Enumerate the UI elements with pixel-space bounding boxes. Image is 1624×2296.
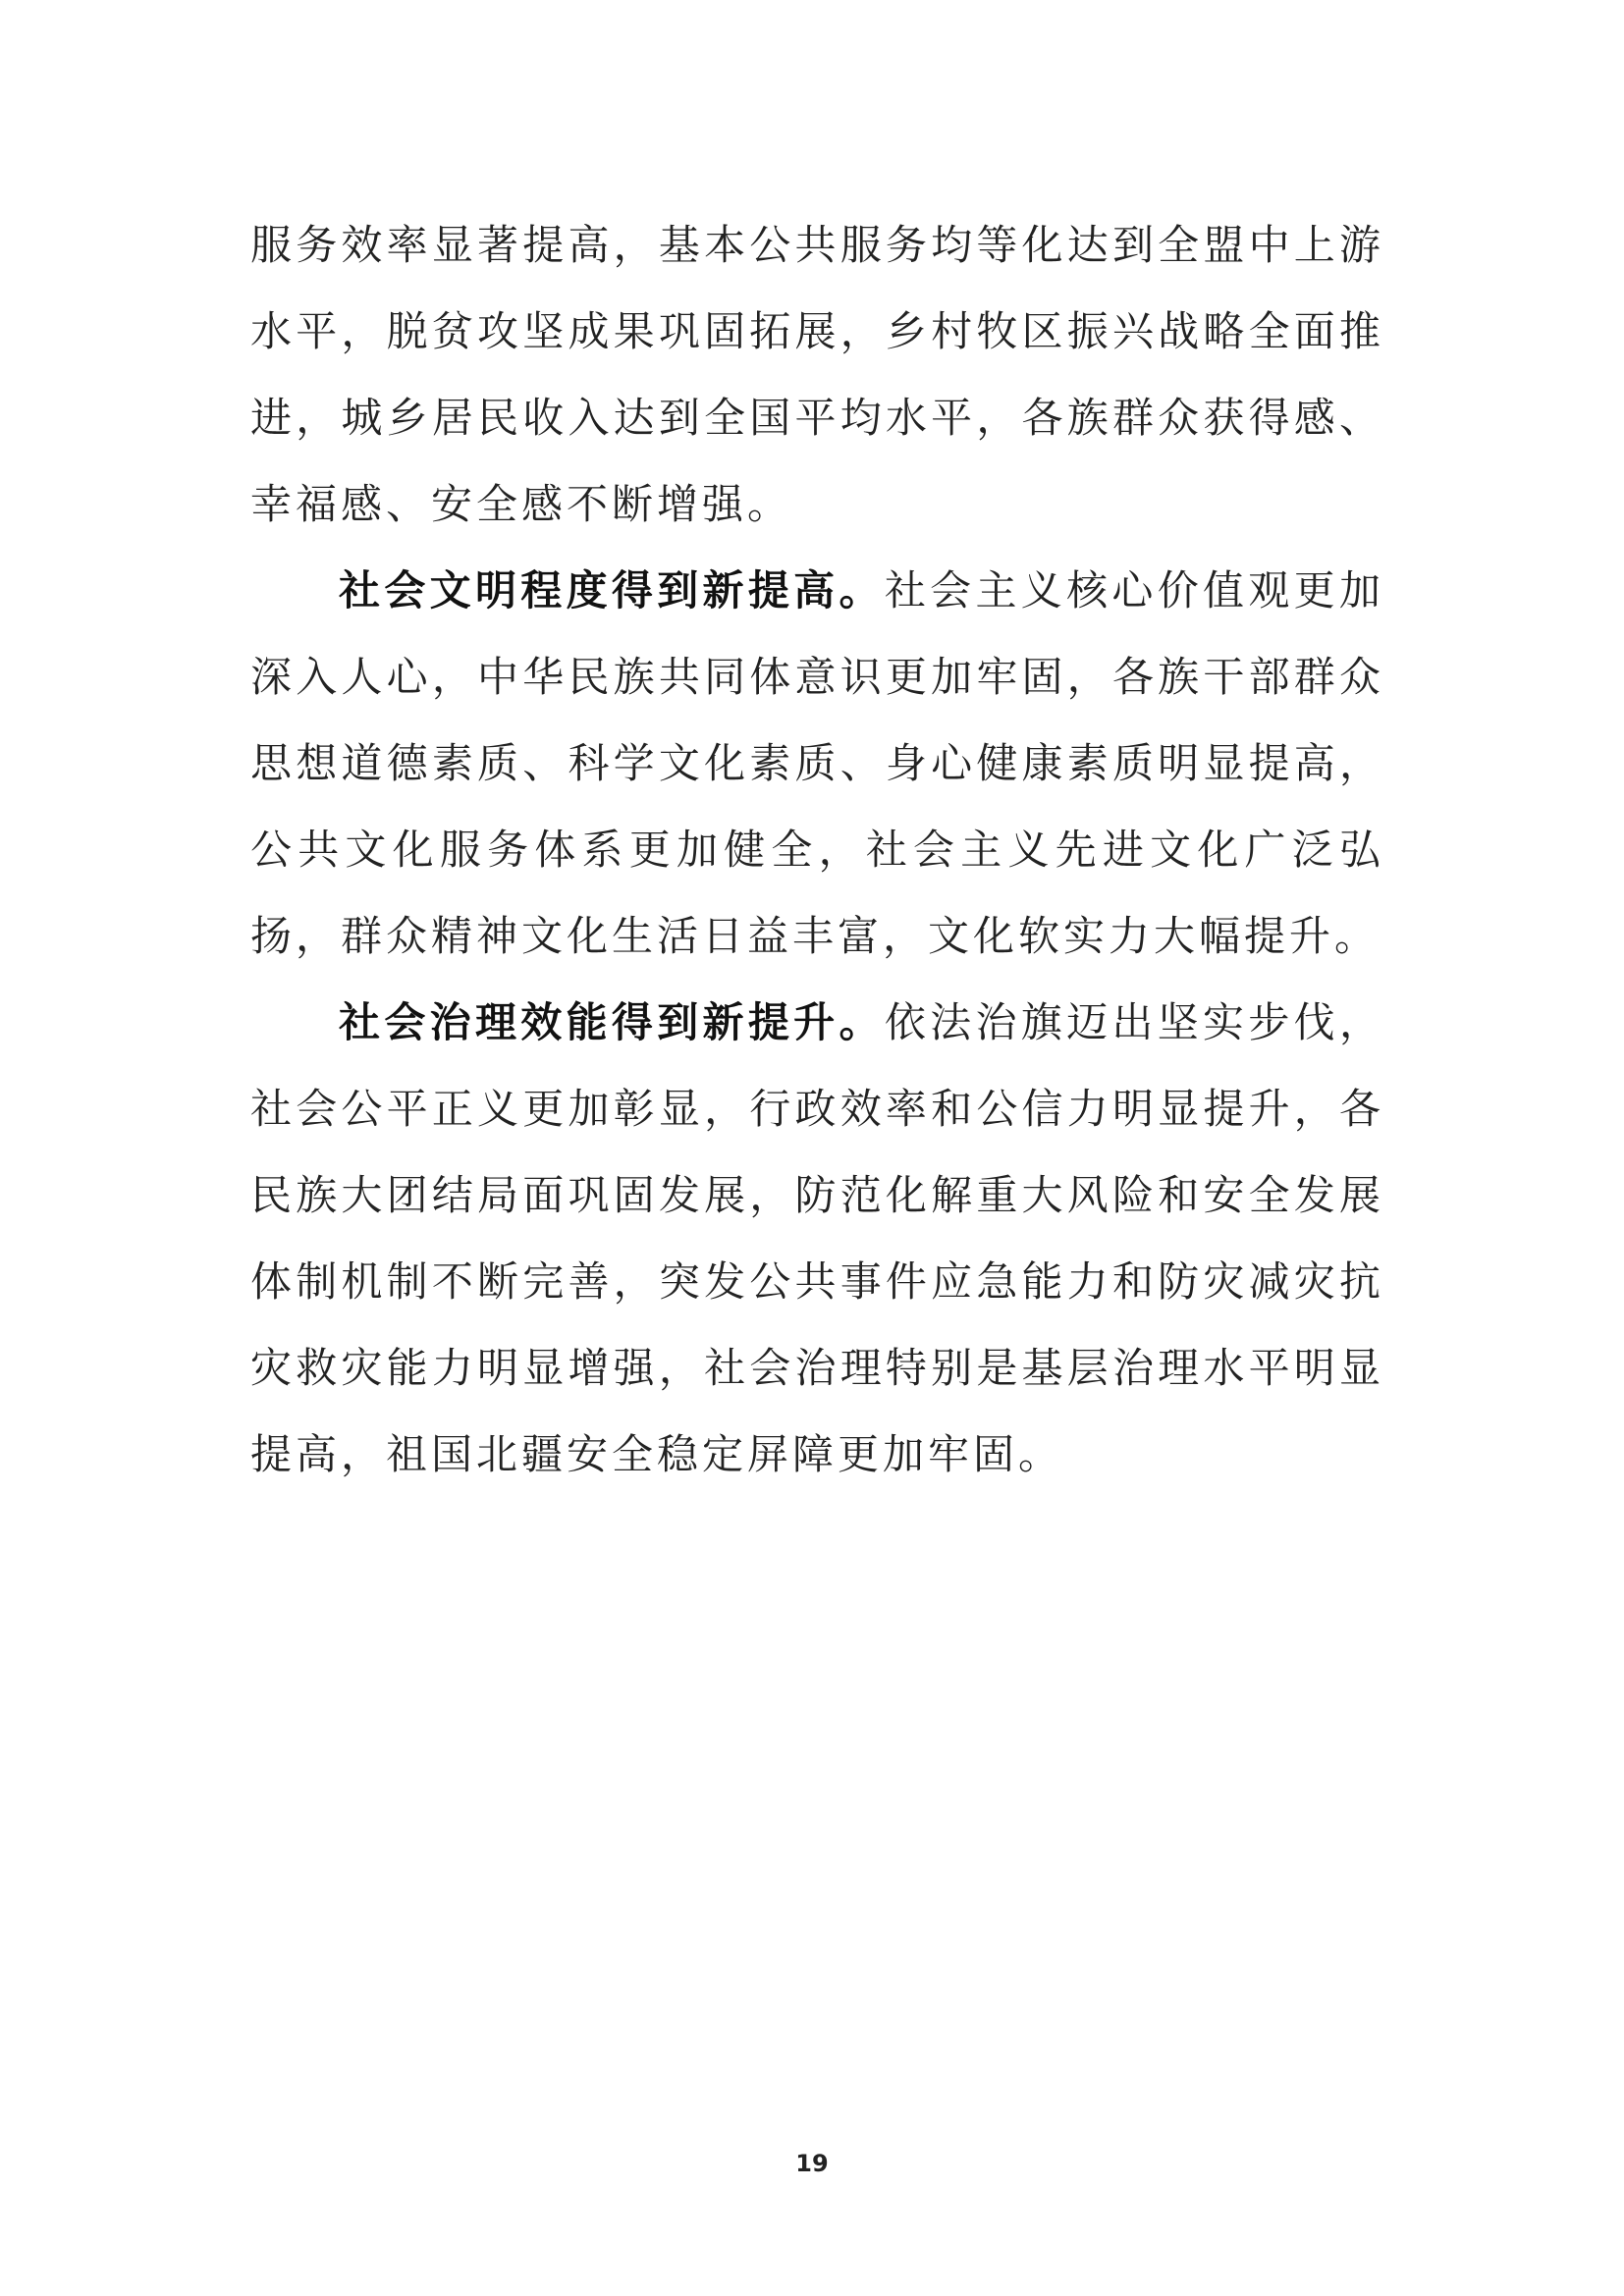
paragraph-social-civilization bbox=[250, 548, 1384, 980]
paragraph-text: 社会主义核心价值观更加深入人心，中华民族共同体意识更加牢固，各族干部群众思想道德素质、科学文化素质、身心健康素质明显提高，公共文化服务体系更加健全，社会主义先进文化广泛弘扬，群众精神文化生活日益丰富，文化软实力大幅提升。 bbox=[250, 566, 1384, 960]
paragraph-text: 依法治旗迈出坚实步伐，社会公平正义更加彰显，行政效率和公信力明显提升，各民族大团结局面巩固发展，防范化解重大风险和安全发展体制机制不断完善，突发公共事件应急能力和防灾减灾抗灾救灾能力明显增强，社会治理特别是基层治理水平明显提高，祖国北疆安全稳定屏障更加牢固。 bbox=[250, 998, 1384, 1478]
paragraph-social-governance bbox=[250, 980, 1384, 1498]
page-number: 19 bbox=[795, 2150, 829, 2177]
paragraph-lead-heading: 社会文明程度得到新提高。 bbox=[339, 566, 885, 614]
body-text bbox=[250, 202, 1384, 1498]
paragraph-lead-heading: 社会治理效能得到新提升。 bbox=[339, 998, 885, 1046]
paragraph-continuation bbox=[250, 202, 1384, 548]
paragraph-text: 服务效率显著提高，基本公共服务均等化达到全盟中上游水平，脱贫攻坚成果巩固拓展，乡村牧区振兴战略全面推进，城乡居民收入达到全国平均水平，各族群众获得感、幸福感、安全感不断增强。 bbox=[250, 221, 1384, 528]
